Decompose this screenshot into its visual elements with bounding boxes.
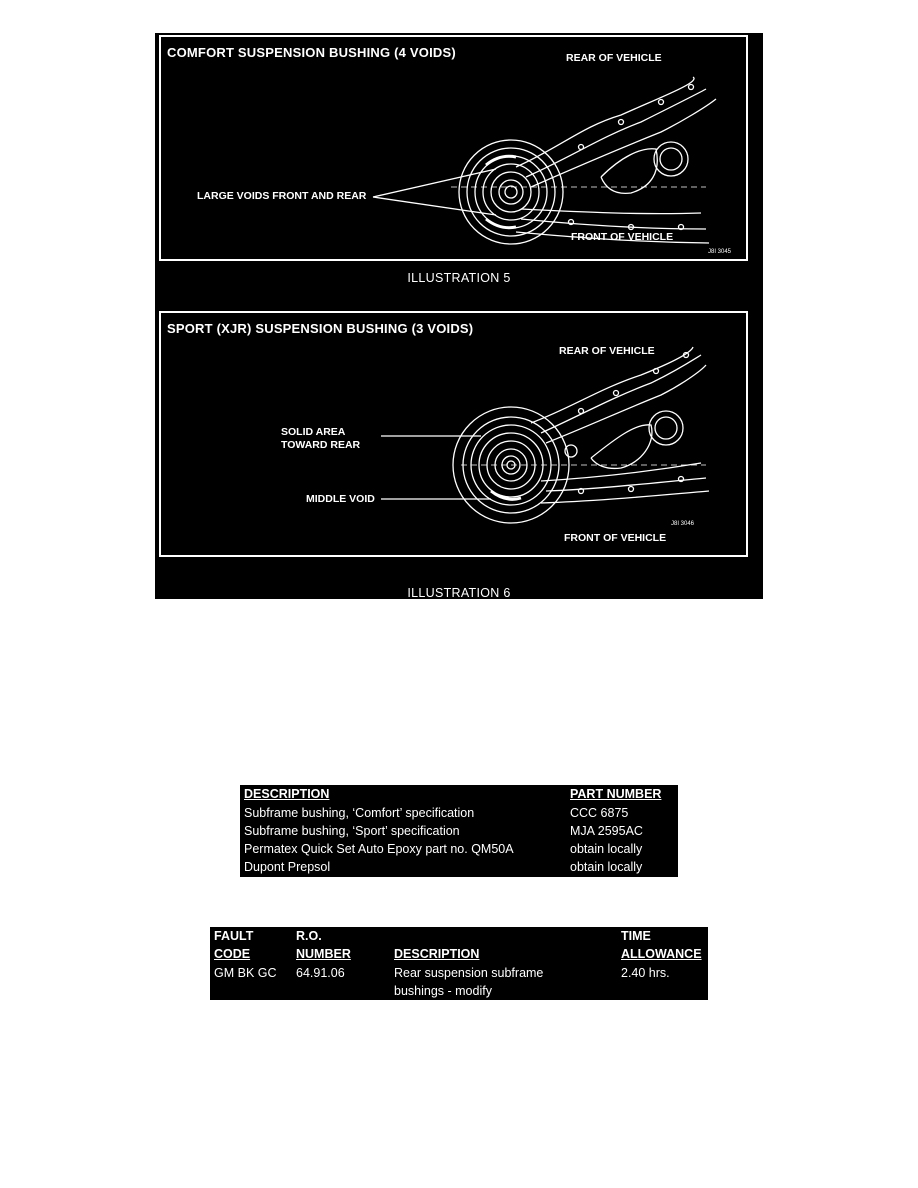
- header-part-number: PART NUMBER: [570, 787, 662, 801]
- illustration-5-caption: ILLUSTRATION 5: [407, 271, 511, 285]
- header-time-line1: TIME: [621, 929, 651, 943]
- part-description: Permatex Quick Set Auto Epoxy part no. QM50A: [244, 842, 514, 856]
- illustrations-block: [155, 33, 763, 599]
- header-description: DESCRIPTION: [244, 787, 330, 801]
- rear-of-vehicle-label: REAR OF VEHICLE: [566, 52, 662, 64]
- rear-of-vehicle-label: REAR OF VEHICLE: [559, 345, 655, 357]
- part-number: obtain locally: [570, 842, 643, 856]
- parts-table: [240, 785, 678, 877]
- ref-code: J8I 3045: [708, 249, 732, 255]
- part-description: Subframe bushing, ‘Sport’ specification: [244, 824, 460, 838]
- comfort-bushing-drawing: [161, 37, 746, 259]
- header-ro-line1: R.O.: [296, 929, 322, 943]
- large-voids-label: LARGE VOIDS FRONT AND REAR: [197, 190, 367, 202]
- sport-bushing-drawing: [161, 313, 746, 555]
- front-of-vehicle-label: FRONT OF VEHICLE: [571, 231, 674, 243]
- header-description: DESCRIPTION: [394, 947, 480, 961]
- header-fault-line1: FAULT: [214, 929, 254, 943]
- labor-table: [210, 927, 708, 1000]
- illustration-5-title: COMFORT SUSPENSION BUSHING (4 VOIDS): [167, 45, 456, 60]
- solid-area-label-line2: TOWARD REAR: [281, 439, 361, 451]
- ref-code: J8I 3046: [671, 521, 695, 527]
- ro-number: 64.91.06: [296, 966, 345, 980]
- part-number: obtain locally: [570, 860, 643, 874]
- part-description: Subframe bushing, ‘Comfort’ specification: [244, 806, 475, 820]
- part-number: MJA 2595AC: [570, 824, 643, 838]
- fault-code: GM BK GC: [214, 966, 277, 980]
- solid-area-label-line1: SOLID AREA: [281, 426, 346, 438]
- front-of-vehicle-label: FRONT OF VEHICLE: [564, 532, 667, 544]
- header-time-line2: ALLOWANCE: [621, 947, 702, 961]
- illustration-6-title: SPORT (XJR) SUSPENSION BUSHING (3 VOIDS): [167, 321, 474, 336]
- labor-description-line2: bushings - modify: [394, 984, 492, 998]
- illustration-5-panel: [159, 35, 748, 261]
- header-ro-line2: NUMBER: [296, 947, 351, 961]
- labor-description-line1: Rear suspension subframe: [394, 966, 544, 980]
- header-fault-line2: CODE: [214, 947, 251, 961]
- illustration-6-caption: ILLUSTRATION 6: [407, 586, 511, 600]
- illustration-6-panel: [159, 311, 748, 557]
- part-number: CCC 6875: [570, 806, 629, 820]
- part-description: Dupont Prepsol: [244, 860, 331, 874]
- time-allowance: 2.40 hrs.: [621, 966, 670, 980]
- middle-void-label: MIDDLE VOID: [306, 493, 375, 505]
